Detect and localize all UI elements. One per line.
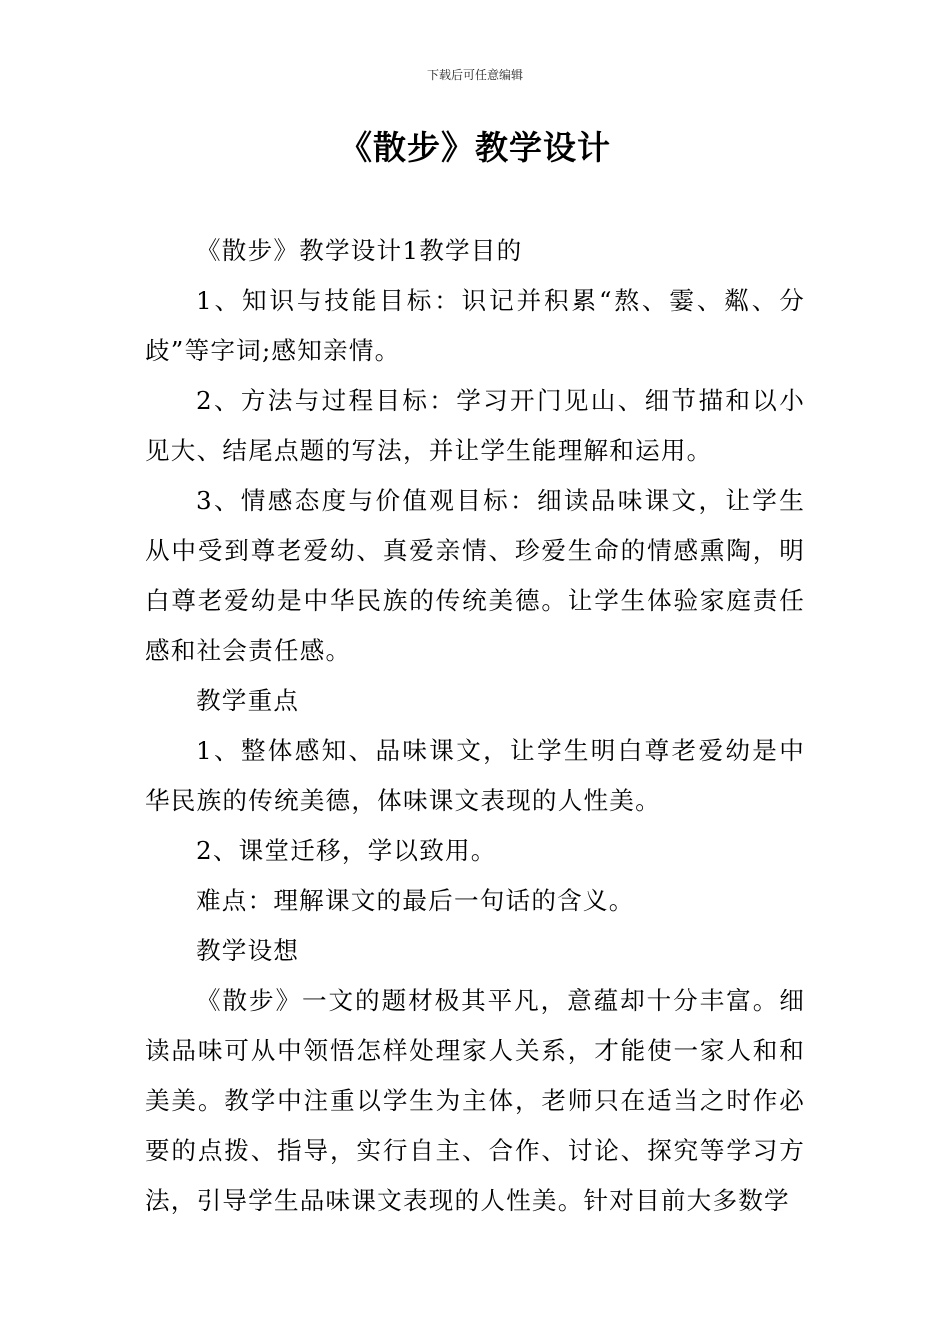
heading-teaching-idea: 教学设想 <box>196 936 300 965</box>
paragraph-key-point-2: 2、课堂迁移，学以致用。 <box>196 836 497 865</box>
document-body <box>145 226 805 1226</box>
heading-key-points: 教学重点 <box>196 686 300 715</box>
paragraph-goal-method: 2、方法与过程目标：学习开门见山、细节描和以小见大、结尾点题的写法，并让学生能理解和运用。 <box>145 386 805 465</box>
paragraph-goal-knowledge: 1、知识与技能目标：识记并积累“熬、霎、粼、分歧”等字词;感知亲情。 <box>145 286 805 365</box>
paragraph-intro-heading: 《散步》教学设计1教学目的 <box>196 236 523 265</box>
document-title: 《散步》教学设计 <box>339 128 611 167</box>
paragraph-key-point-1: 1、整体感知、品味课文，让学生明白尊老爱幼是中华民族的传统美德，体味课文表现的人性美。 <box>145 736 805 815</box>
paragraph-difficulty: 难点：理解课文的最后一句话的含义。 <box>196 886 635 915</box>
paragraph-goal-emotion: 3、情感态度与价值观目标：细读品味课文，让学生从中受到尊老爱幼、真爱亲情、珍爱生命的情感熏陶，明白尊老爱幼是中华民族的传统美德。让学生体验家庭责任感和社会责任感。 <box>145 486 805 665</box>
paragraph-teaching-idea: 《散步》一文的题材极其平凡，意蕴却十分丰富。细读品味可从中领悟怎样处理家人关系，才能使一家人和和美美。教学中注重以学生为主体，老师只在适当之时作必要的点拨、指导，实行自主、合作、讨论、探究等学习方法，引导学生品味课文表现的人性美。针对目前大多数学 <box>145 986 805 1215</box>
page-header-note: 下载后可任意编辑 <box>426 68 523 82</box>
